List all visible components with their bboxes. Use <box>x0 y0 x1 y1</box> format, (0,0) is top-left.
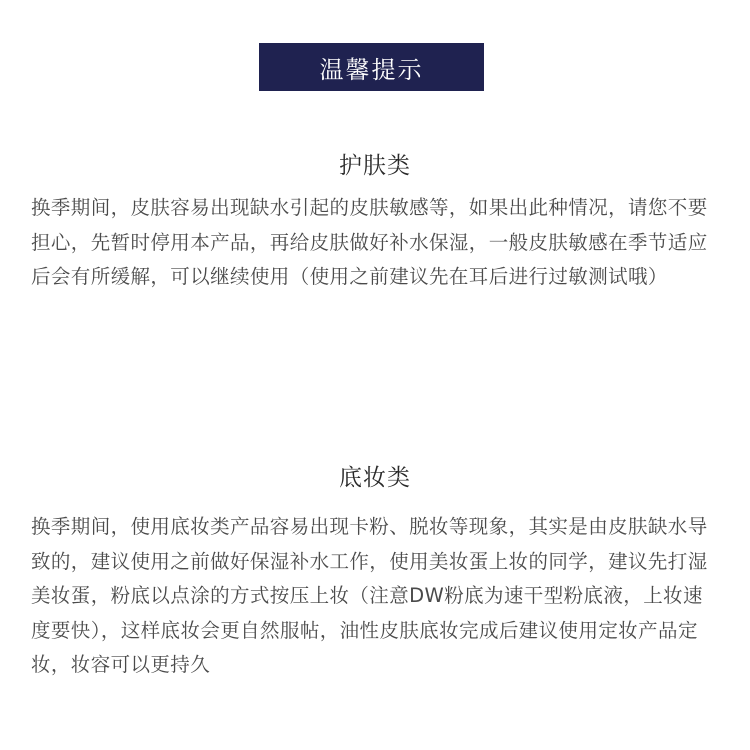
section-body-foundation: 换季期间，使用底妆类产品容易出现卡粉、脱妆等现象，其实是由皮肤缺水导致的，建议使用之前做好保湿补水工作，使用美妆蛋上妆的同学，建议先打湿美妆蛋，粉底以点涂的方式按压上妆（注意DW粉底为速干型粉底液，上妆速度要快），这样底妆会更自然服帖，油性皮肤底妆完成后建议使用定妆产品定妆，妆容可以更持久 <box>31 515 708 676</box>
section-body-skincare: 换季期间，皮肤容易出现缺水引起的皮肤敏感等，如果出此种情况，请您不要担心，先暂时停用本产品，再给皮肤做好补水保湿，一般皮肤敏感在季节适应后会有所缓解，可以继续使用（使用之前建议先在耳后进行过敏测试哦） <box>31 196 708 288</box>
banner-title: 温馨提示 <box>319 55 424 84</box>
section-heading-skincare: 护肤类 <box>339 153 411 179</box>
section-heading-foundation: 底妆类 <box>339 465 411 491</box>
notice-banner <box>259 43 484 91</box>
